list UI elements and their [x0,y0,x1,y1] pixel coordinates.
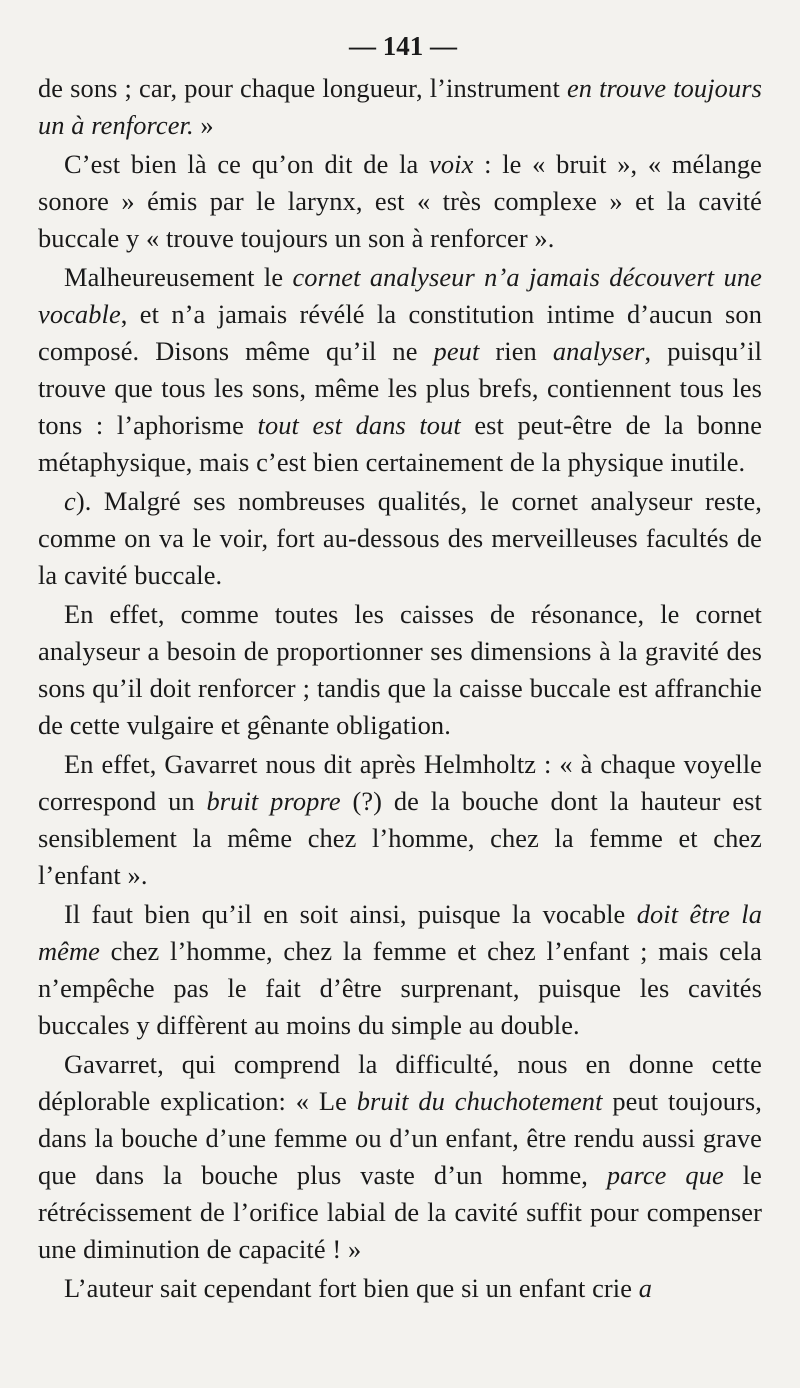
italic-text: doit être la même [38,899,762,966]
text-run: Malheureusement le [64,262,293,292]
italic-text: en trouve toujours un à renforcer. [38,73,762,140]
paragraph [38,146,762,257]
italic-text: parce que [606,1160,724,1190]
italic-text: tout est dans tout [257,410,461,440]
text-run: , et n’a jamais révélé la constitution intime d’aucun son composé. Disons même qu’il ne [38,299,762,366]
text-run: L’auteur sait cependant fort bien que si un enfant crie [64,1273,639,1303]
italic-text: peut [433,336,480,366]
page-number: — 141 — [349,31,457,61]
paragraph [38,259,762,481]
text-run: C’est bien là ce qu’on dit de la [64,149,430,179]
text-run: Gavarret, qui comprend la difficulté, nous en donne cette déplorable explication: « Le [38,1049,762,1116]
text-run: » [193,110,214,140]
italic-text: voix [429,149,474,179]
text-run: est peut-être de la bonne métaphysique, mais c’est bien certainement de la physique inutile. [38,410,763,477]
italic-text: bruit propre [206,786,341,816]
text-run: En effet, Gavarret nous dit après Helmholtz : « à chaque voyelle correspond un [38,749,762,816]
text-run: peut toujours, dans la bouche d’une femme ou d’un enfant, être rendu aussi grave que dans la bouche plus vaste d’un homme, [38,1086,762,1190]
text-run: : le « bruit », « mélange sonore » émis par le larynx, est « très complexe » et la cavité buccale y « trouve toujours un son à renforcer ». [38,149,762,253]
italic-text: a [638,1273,653,1303]
text-run: , puisqu’il trouve que tous les sons, même les plus brefs, contiennent tous les tons : l’aphorisme [38,336,762,440]
paragraph [38,1270,762,1307]
paragraph [38,70,762,144]
paragraph [38,596,762,744]
italic-text: c [64,486,76,516]
text-run: (?) de la bouche dont la hauteur est sensiblement la même chez l’homme, chez la femme et chez l’enfant ». [38,786,762,890]
italic-text: cornet analyseur n’a jamais découvert une vocable [38,262,762,329]
italic-text: bruit du chuchotement [356,1086,603,1116]
paragraph [38,746,762,894]
italic-text: analyser [552,336,645,366]
page-body-text [38,70,762,1307]
paragraph [38,896,762,1044]
text-run: de sons ; car, pour chaque longueur, l’instrument [38,73,567,103]
text-run: rien [479,336,553,366]
text-run: Il faut bien qu’il en soit ainsi, puisque la vocable [64,899,637,929]
paragraph [38,483,762,594]
text-run: En effet, comme toutes les caisses de résonance, le cornet analyseur a besoin de proportionner ses dimensions à la gravité des sons qu’il doit renforcer ; tandis que la caisse buccale est affranchie de cette vulgaire et gênante obligation. [38,599,762,740]
paragraph [38,1046,762,1268]
text-run: le rétrécissement de l’orifice labial de la cavité suffit pour compenser une diminution de capacité ! » [38,1160,762,1264]
text-run: ). Malgré ses nombreuses qualités, le cornet analyseur reste, comme on va le voir, fort au-dessous des merveilleuses facultés de la cavité buccale. [38,486,762,590]
text-run: chez l’homme, chez la femme et chez l’enfant ; mais cela n’empêche pas le fait d’être surprenant, puisque les cavités buccales y diffèrent au moins du simple au double. [38,936,762,1040]
